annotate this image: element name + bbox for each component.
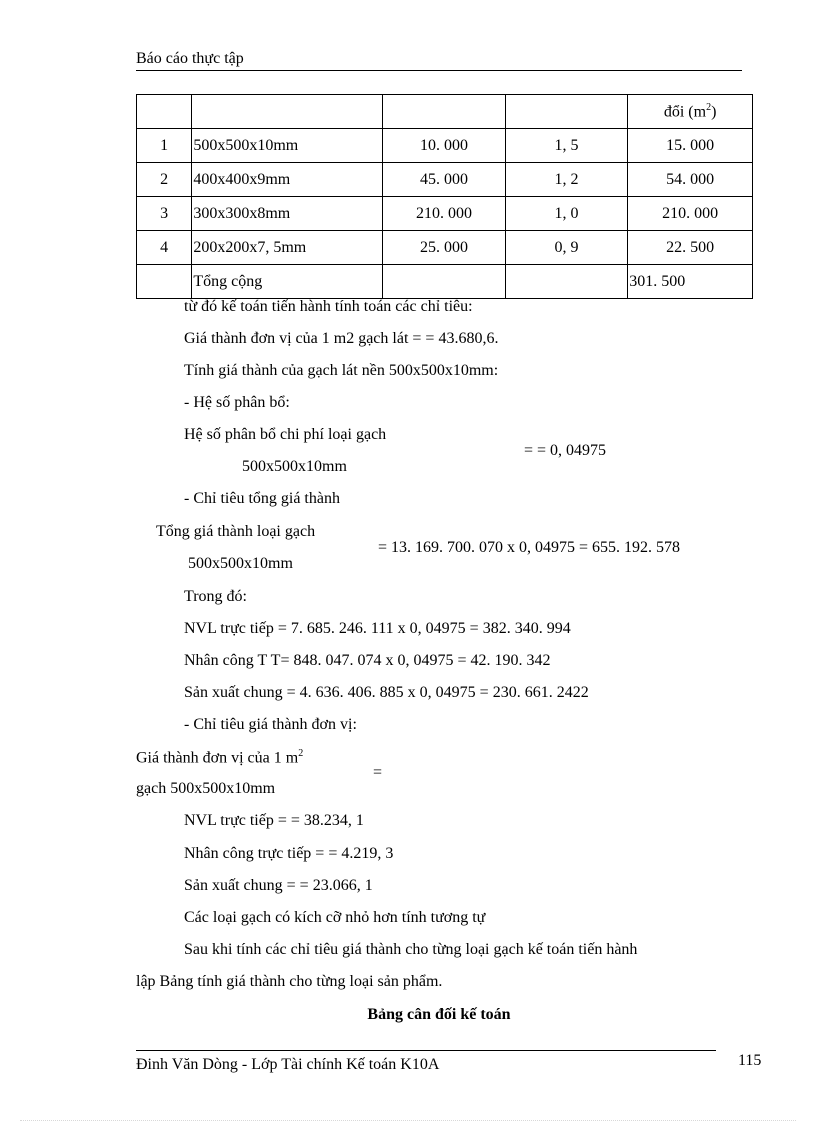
body-line: - Chỉ tiêu giá thành đơn vị: (184, 716, 357, 733)
body-line: Hệ số phân bổ chi phí loại gạch (184, 426, 387, 443)
table-row: 4 200x200x7, 5mm 25. 000 0, 9 22. 500 (137, 231, 753, 265)
body-line: lập Bảng tính giá thành cho từng loại sản phẩm. (136, 973, 443, 990)
conversion-table (136, 94, 753, 299)
body-line: 500x500x10mm (242, 458, 347, 475)
body-line: NVL trực tiếp = 7. 685. 246. 111 x 0, 04975 = 382. 340. 994 (184, 620, 571, 637)
formula-result: = 13. 169. 700. 070 x 0, 04975 = 655. 192. 578 (378, 539, 681, 556)
body-line: Nhân công T T= 848. 047. 074 x 0, 04975 = 42. 190. 342 (184, 652, 551, 669)
body-line: Sản xuất chung = = 23.066, 1 (184, 877, 373, 894)
body-line: từ đó kế toán tiến hành tính toán các chỉ tiêu: (184, 298, 473, 315)
body-line: Giá thành đơn vị của 1 $m^2$ (136, 748, 304, 767)
body-line: Giá thành đơn vị của 1 m2 gạch lát = = 43.680,6. (184, 330, 499, 347)
body-line: NVL trực tiếp = = 38.234, 1 (184, 812, 364, 829)
running-footer: Đinh Văn Dòng - Lớp Tài chính Kế toán K10A (136, 1056, 440, 1073)
table-row: 1 500x500x10mm 10. 000 1, 5 15. 000 (137, 129, 753, 163)
body-line: gạch 500x500x10mm (136, 780, 276, 797)
body-line: - Hệ số phân bổ: (184, 394, 290, 411)
header-converted-unit: đổi $(m^2)$ (628, 95, 753, 129)
section-title: Bảng cân đối kế toán (367, 1006, 511, 1023)
body-line: Tính giá thành của gạch lát nền 500x500x10mm: (184, 362, 499, 379)
header-rule (136, 70, 742, 71)
body-line: Sản xuất chung = 4. 636. 406. 885 x 0, 04975 = 230. 661. 2422 (184, 684, 589, 701)
table-row: 2 400x400x9mm 45. 000 1, 2 54. 000 (137, 163, 753, 197)
body-line: Các loại gạch có kích cỡ nhỏ hơn tính tương tự (184, 909, 486, 926)
table-header-row (137, 95, 753, 129)
table-total-row: Tổng cộng 301. 500 (137, 265, 753, 299)
table-row: 3 300x300x8mm 210. 000 1, 0 210. 000 (137, 197, 753, 231)
page-edge-dotted-rule (20, 1120, 796, 1121)
body-line: Sau khi tính các chỉ tiêu giá thành cho từng loại gạch kế toán tiến hành (184, 941, 638, 958)
footer-rule (136, 1050, 716, 1051)
body-line: Nhân công trực tiếp = = 4.219, 3 (184, 845, 394, 862)
body-line: Tổng giá thành loại gạch (156, 523, 316, 540)
running-header: Báo cáo thực tập (136, 50, 244, 67)
body-line: - Chỉ tiêu tổng giá thành (184, 490, 340, 507)
body-line: 500x500x10mm (188, 555, 293, 572)
page-number: 115 (738, 1052, 762, 1069)
formula-result: = = 0, 04975 (524, 442, 607, 459)
formula-result: = (373, 764, 383, 781)
body-line: Trong đó: (184, 588, 247, 605)
